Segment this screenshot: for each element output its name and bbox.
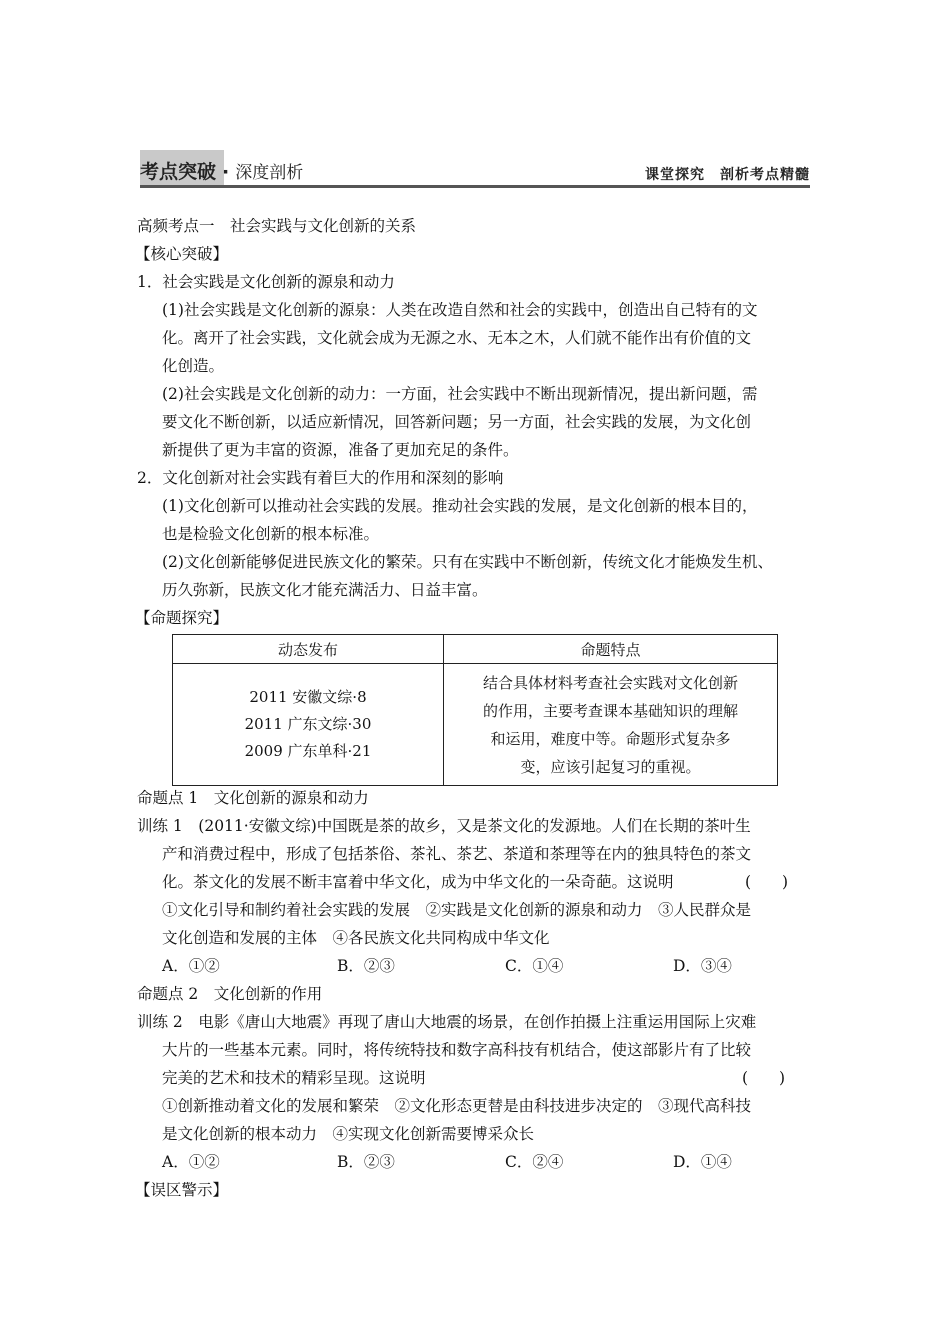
point1-1-line1: (1)社会实践是文化创新的源泉：人类在改造自然和社会的实践中，创造出自己特有的文 bbox=[162, 301, 758, 319]
q2-choice-d: D．①④ bbox=[673, 1153, 732, 1171]
table-header-right: 命题特点 bbox=[444, 635, 778, 664]
q1-choice-a: A．①② bbox=[162, 957, 220, 975]
header-title-main: 考点突破 bbox=[140, 161, 217, 183]
feature-line: 结合具体材料考查社会实践对文化创新 bbox=[482, 673, 738, 692]
header-dot: · bbox=[222, 161, 230, 183]
q1-line1: 训练 1 (2011·安徽文综)中国既是茶的故乡，又是茶文化的发源地。人们在长期的茶叶生 bbox=[137, 817, 751, 835]
source-item: 2009 广东单科·21 bbox=[244, 742, 372, 760]
table-cell-sources bbox=[173, 664, 444, 786]
q2-choice-c: C．②④ bbox=[505, 1153, 564, 1171]
q2-options-line2: 是文化创新的根本动力 ④实现文化创新需要博采众长 bbox=[162, 1125, 535, 1143]
core-label: 【核心突破】 bbox=[135, 245, 229, 263]
q2-choice-a: A．①② bbox=[162, 1153, 220, 1171]
q2-answer-blank: ( ) bbox=[742, 1069, 786, 1087]
explore-label: 【命题探究】 bbox=[135, 609, 229, 627]
point2-1-line1: (1)文化创新可以推动社会实践的发展。推动社会实践的发展，是文化创新的根本目的， bbox=[162, 497, 758, 515]
q2-line2: 大片的一些基本元素。同时，将传统特技和数字高科技有机结合，使这部影片有了比较 bbox=[162, 1041, 752, 1059]
header-subtitle: 深度剖析 bbox=[235, 163, 304, 183]
table-header-left: 动态发布 bbox=[173, 635, 444, 664]
point1-2-line2: 要文化不断创新，以适应新情况，回答新问题；另一方面，社会实践的发展，为文化创 bbox=[162, 413, 752, 431]
source-item: 2011 安徽文综·8 bbox=[249, 688, 367, 706]
q2-choice-b: B．②③ bbox=[337, 1153, 395, 1171]
point1-2-line3: 新提供了更为丰富的资源，准备了更加充足的条件。 bbox=[162, 441, 519, 459]
warn-label: 【误区警示】 bbox=[135, 1181, 229, 1199]
section-header bbox=[140, 150, 810, 188]
q2-options-line1: ①创新推动着文化的发展和繁荣 ②文化形态更替是由科技进步决定的 ③现代高科技 bbox=[162, 1097, 752, 1115]
point2-1-line2: 也是检验文化创新的根本标准。 bbox=[162, 525, 380, 543]
section-title: 高频考点一 社会实践与文化创新的关系 bbox=[137, 217, 417, 235]
source-item: 2011 广东文综·30 bbox=[244, 715, 372, 733]
feature-line: 的作用，主要考查课本基础知识的理解 bbox=[482, 701, 738, 720]
q2-line1: 训练 2 电影《唐山大地震》再现了唐山大地震的场景，在创作拍摄上注重运用国际上灾难 bbox=[137, 1013, 757, 1031]
q1-line2: 产和消费过程中，形成了包括茶俗、茶礼、茶艺、茶道和茶理等在内的独具特色的茶文 bbox=[162, 845, 752, 863]
topics-table bbox=[172, 634, 778, 786]
point1-title: 1．社会实践是文化创新的源泉和动力 bbox=[137, 273, 395, 291]
header-right-caption: 课堂探究 剖析考点精髓 bbox=[645, 167, 810, 183]
header-title bbox=[140, 157, 303, 184]
q1-point: 命题点 1 文化创新的源泉和动力 bbox=[137, 789, 369, 807]
q1-choice-c: C．①④ bbox=[505, 957, 564, 975]
header-rule bbox=[140, 185, 810, 188]
q1-line3: 化。茶文化的发展不断丰富着中华文化，成为中华文化的一朵奇葩。这说明 bbox=[162, 873, 674, 891]
q1-choice-b: B．②③ bbox=[337, 957, 395, 975]
feature-line: 和运用，难度中等。命题形式复杂多 bbox=[490, 729, 731, 748]
q1-answer-blank: ( ) bbox=[745, 873, 789, 891]
q1-options-line1: ①文化引导和制约着社会实践的发展 ②实践是文化创新的源泉和动力 ③人民群众是 bbox=[162, 901, 752, 919]
point1-1-line3: 化创造。 bbox=[162, 357, 225, 375]
table-cell-features bbox=[444, 664, 778, 786]
q1-choice-d: D．③④ bbox=[673, 957, 732, 975]
q2-line3: 完美的艺术和技术的精彩呈现。这说明 bbox=[162, 1069, 426, 1087]
point2-2-line1: (2)文化创新能够促进民族文化的繁荣。只有在实践中不断创新，传统文化才能焕发生机、 bbox=[162, 553, 773, 571]
feature-line: 变，应该引起复习的重视。 bbox=[520, 757, 701, 776]
q2-point: 命题点 2 文化创新的作用 bbox=[137, 985, 323, 1003]
point2-2-line2: 历久弥新，民族文化才能充满活力、日益丰富。 bbox=[162, 581, 488, 599]
point1-2-line1: (2)社会实践是文化创新的动力：一方面，社会实践中不断出现新情况，提出新问题，需 bbox=[162, 385, 758, 403]
q1-options-line2: 文化创造和发展的主体 ④各民族文化共同构成中华文化 bbox=[162, 929, 550, 947]
point1-1-line2: 化。离开了社会实践，文化就会成为无源之水、无本之木，人们就不能作出有价值的文 bbox=[162, 329, 752, 347]
point2-title: 2．文化创新对社会实践有着巨大的作用和深刻的影响 bbox=[137, 469, 504, 487]
